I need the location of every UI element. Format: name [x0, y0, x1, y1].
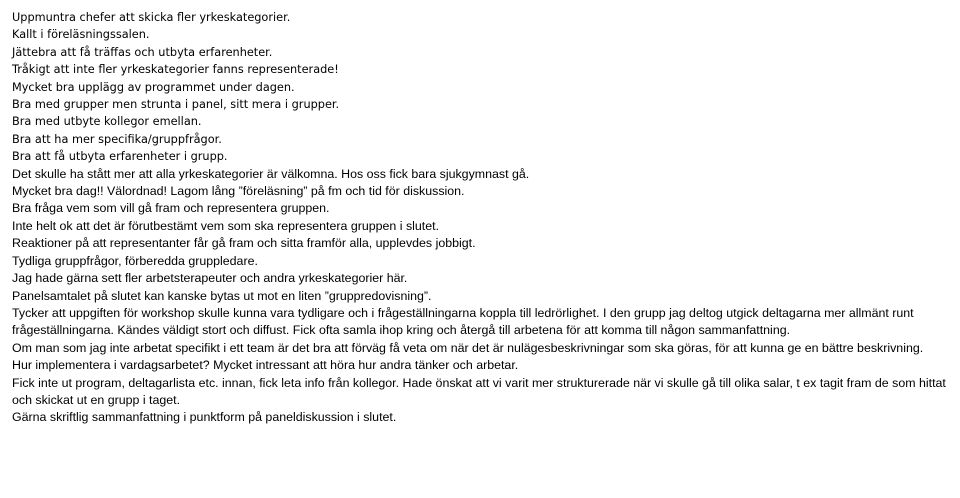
feedback-line: Bra att ha mer specifika/gruppfrågor. [12, 132, 222, 146]
feedback-line: Bra med utbyte kollegor emellan. [12, 115, 202, 129]
feedback-line: Bra att få utbyta erfarenheter i grupp. [12, 150, 228, 164]
feedback-line: Reaktioner på att representanter får gå fram och sitta framför alla, upplevdes jobbigt. [12, 236, 476, 251]
feedback-line: Fick inte ut program, deltagarlista etc. innan, fick leta info från kollegor. Hade önskat att vi varit mer strukturerade när vi skulle gå till olika salar, t ex tagit fram de som hittat och skickat ut en grupp i taget. [12, 375, 946, 407]
feedback-line: Jättebra att få träffas och utbyta erfarenheter. [12, 45, 273, 59]
feedback-line: Hur implementera i vardagsarbetet? Mycket intressant att höra hur andra tänker och arbetar. [12, 358, 519, 373]
feedback-line: Tycker att uppgiften för workshop skulle kunna vara tydligare och i frågeställningarna koppla till ledrörlighet. I den grupp jag deltog utgick deltagarna mer allmänt runt frågeställningarna. Kändes väldigt stort och diffust. Fick ofta samla ihop kring och återgå till arbetena för att komma till någon sammanfattning. [12, 305, 914, 338]
feedback-line: Tydliga gruppfrågor, förberedda gruppledare. [12, 253, 258, 268]
feedback-line: Bra med grupper men strunta i panel, sitt mera i grupper. [12, 98, 340, 112]
feedback-line: Uppmuntra chefer att skicka fler yrkeskategorier. [12, 11, 291, 24]
feedback-line: Det skulle ha stått mer att alla yrkeskategorier är välkomna. Hos oss fick bara sjukgymnast gå. [12, 166, 530, 181]
feedback-line: Mycket bra dag!! Välordnad! Lagom lång ”föreläsning” på fm och tid för diskussion. [12, 184, 465, 199]
feedback-line: Tråkigt att inte fler yrkeskategorier fanns representerade! [12, 63, 339, 77]
feedback-line: Bra fråga vem som vill gå fram och representera gruppen. [12, 201, 330, 216]
feedback-line: Om man som jag inte arbetat specifikt i ett team är det bra att förväg få veta om när det är nulägesbeskrivningar som ska göras, för att kunna ge en bättre beskrivning. [12, 340, 924, 355]
feedback-line: Inte helt ok att det är förutbestämt vem som ska representera gruppen i slutet. [12, 218, 440, 233]
feedback-line: Gärna skriftlig sammanfattning i punktform på paneldiskussion i slutet. [12, 410, 397, 425]
feedback-document [12, 9, 956, 427]
feedback-line: Mycket bra upplägg av programmet under dagen. [12, 80, 295, 94]
feedback-line: Jag hade gärna sett fler arbetsterapeuter och andra yrkeskategorier här. [12, 271, 408, 286]
feedback-line: Kallt i föreläsningssalen. [12, 28, 150, 42]
feedback-line: Panelsamtalet på slutet kan kanske bytas ut mot en liten ”gruppredovisning”. [12, 288, 432, 303]
